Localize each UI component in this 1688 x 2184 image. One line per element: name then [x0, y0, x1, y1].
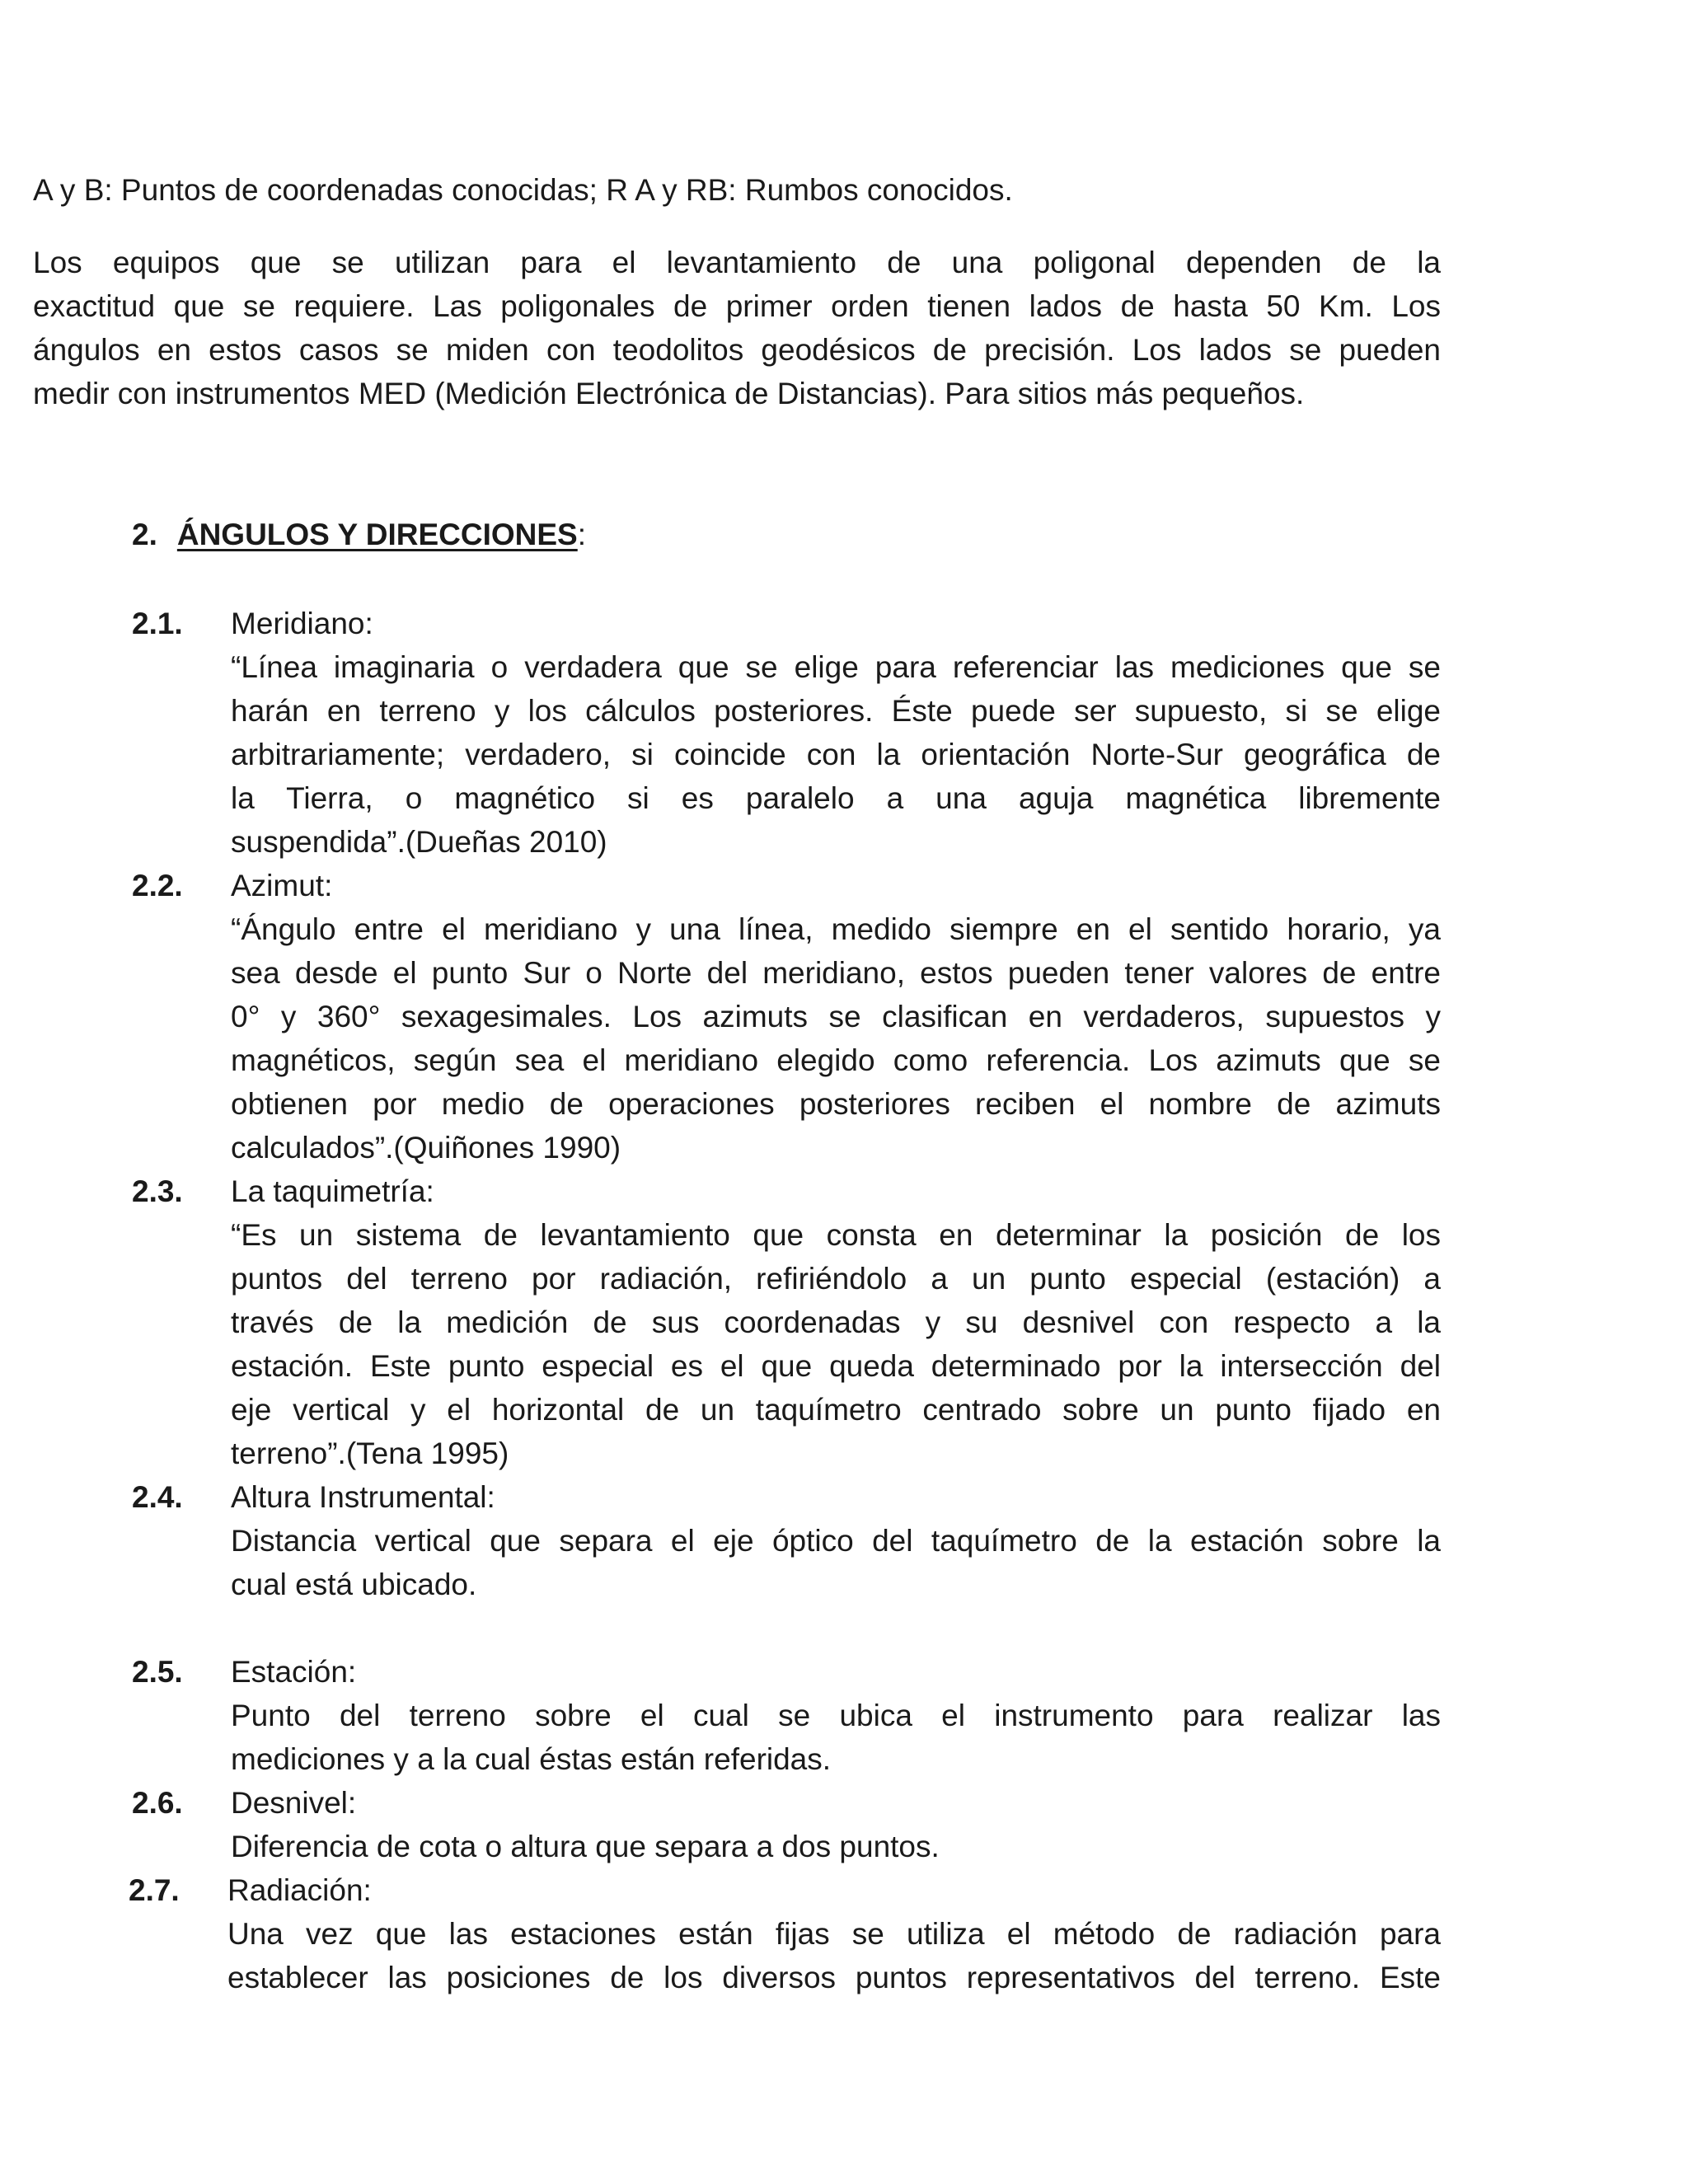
item-body-line: través de la medición de sus coordenadas y su desnivel con respecto a la: [231, 1305, 1441, 1339]
item-body-line: “Línea imaginaria o verdadera que se elige para referenciar las mediciones que se: [231, 650, 1441, 684]
item-body-line: eje vertical y el horizontal de un taquímetro centrado sobre un punto fijado en: [231, 1393, 1441, 1427]
item-body-line: obtienen por medio de operaciones posteriores reciben el nombre de azimuts: [231, 1087, 1441, 1121]
item-term: Desnivel:: [231, 1786, 357, 1820]
item-body-line: terreno”.(Tena 1995): [231, 1436, 509, 1470]
item-number: 2.7.: [129, 1873, 180, 1907]
item-body-line: Punto del terreno sobre el cual se ubica el instrumento para realizar las: [231, 1699, 1441, 1732]
item-body-line: calculados”.(Quiñones 1990): [231, 1131, 621, 1165]
section-colon: :: [577, 518, 587, 551]
item-body-line: arbitrariamente; verdadero, si coincide con la orientación Norte-Sur geográfica de: [231, 738, 1441, 771]
item-body-line: “Ángulo entre el meridiano y una línea, medido siempre en el sentido horario, ya: [231, 912, 1441, 946]
item-body-line: magnéticos, según sea el meridiano elegido como referencia. Los azimuts que se: [231, 1043, 1441, 1077]
item-body-line: Distancia vertical que separa el eje óptico del taquímetro de la estación sobre la: [231, 1524, 1441, 1558]
item-number: 2.5.: [132, 1655, 183, 1689]
item-number: 2.3.: [132, 1174, 183, 1208]
item-body-line: cual está ubicado.: [231, 1568, 477, 1601]
item-term: La taquimetría:: [231, 1174, 434, 1208]
item-body-line: la Tierra, o magnético si es paralelo a una aguja magnética libremente: [231, 781, 1441, 815]
item-number: 2.2.: [132, 869, 183, 902]
item-term: Estación:: [231, 1655, 357, 1689]
item-term: Azimut:: [231, 869, 333, 902]
item-body-line: estación. Este punto especial es el que queda determinado por la intersección del: [231, 1349, 1441, 1383]
item-term: Meridiano:: [231, 607, 373, 640]
intro-paragraph-line: medir con instrumentos MED (Medición Electrónica de Distancias). Para sitios más pequeños.: [33, 377, 1305, 410]
item-body-line: puntos del terreno por radiación, refiriéndolo a un punto especial (estación) a: [231, 1262, 1441, 1296]
item-body-line: harán en terreno y los cálculos posteriores. Éste puede ser supuesto, si se elige: [231, 694, 1441, 728]
item-term: Radiación:: [227, 1873, 372, 1907]
intro-paragraph-line: ángulos en estos casos se miden con teodolitos geodésicos de precisión. Los lados se pueden: [33, 333, 1441, 367]
item-term: Altura Instrumental:: [231, 1480, 495, 1514]
item-body-line: Diferencia de cota o altura que separa a dos puntos.: [231, 1830, 940, 1863]
item-body-line: Una vez que las estaciones están fijas se utiliza el método de radiación para: [227, 1917, 1441, 1951]
item-body-line: suspendida”.(Dueñas 2010): [231, 825, 607, 859]
item-body-line: establecer las posiciones de los diversos puntos representativos del terreno. Este: [227, 1961, 1441, 1994]
section-number: 2.: [132, 518, 157, 551]
item-body-line: mediciones y a la cual éstas están referidas.: [231, 1742, 832, 1776]
intro-paragraph-line: exactitud que se requiere. Las poligonales de primer orden tienen lados de hasta 50 Km. Los: [33, 289, 1441, 323]
section-heading: [132, 513, 586, 556]
item-body-line: 0° y 360° sexagesimales. Los azimuts se clasifican en verdaderos, supuestos y: [231, 1000, 1441, 1033]
intro-line: A y B: Puntos de coordenadas conocidas; R A y RB: Rumbos conocidos.: [33, 173, 1013, 207]
item-body-line: sea desde el punto Sur o Norte del meridiano, estos pueden tener valores de entre: [231, 956, 1441, 990]
item-number: 2.6.: [132, 1786, 183, 1820]
item-number: 2.4.: [132, 1480, 183, 1514]
item-body-line: “Es un sistema de levantamiento que consta en determinar la posición de los: [231, 1218, 1441, 1252]
intro-paragraph-line: Los equipos que se utilizan para el levantamiento de una poligonal dependen de la: [33, 246, 1441, 279]
item-number: 2.1.: [132, 607, 183, 640]
section-title: ÁNGULOS Y DIRECCIONES: [176, 518, 578, 551]
